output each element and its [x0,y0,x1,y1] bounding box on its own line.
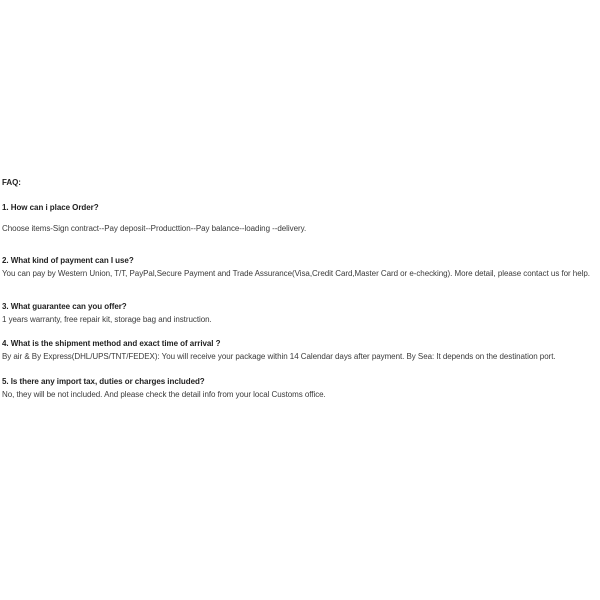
faq-question-2: 2. What kind of payment can I use? [2,256,134,265]
faq-answer-5: No, they will be not included. And please check the detail info from your local Customs office. [2,390,326,399]
faq-answer-1: Choose items-Sign contract--Pay deposit--Producttion--Pay balance--loading --delivery. [2,224,307,233]
faq-answer-3: 1 years warranty, free repair kit, storage bag and instruction. [2,315,212,324]
faq-section [2,0,600,600]
faq-answer-4: By air & By Express(DHL/UPS/TNT/FEDEX): You will receive your package within 14 Calendar days after payment. By Sea: It depends on the destination port. [2,352,556,361]
faq-question-1: 1. How can i place Order? [2,203,99,212]
faq-answer-2: You can pay by Western Union, T/T, PayPal,Secure Payment and Trade Assurance(Visa,Credit Card,Master Card or e-checking). More detail, please contact us for help. [2,269,590,278]
faq-question-5: 5. Is there any import tax, duties or charges included? [2,377,205,386]
faq-title: FAQ: [2,178,21,187]
faq-question-3: 3. What guarantee can you offer? [2,302,127,311]
faq-question-4: 4. What is the shipment method and exact time of arrival ? [2,339,221,348]
